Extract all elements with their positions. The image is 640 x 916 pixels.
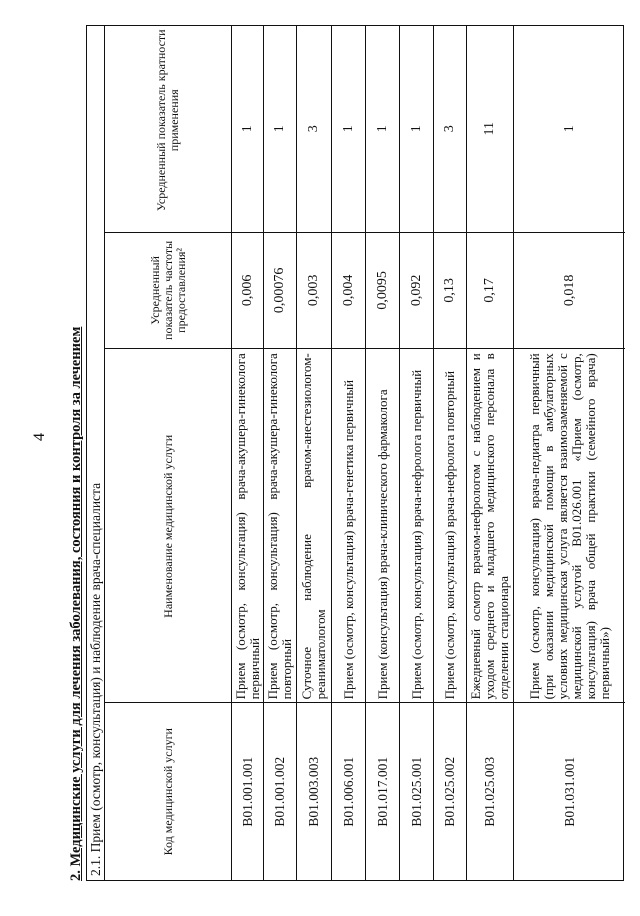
section-heading: 2. Медицинские услуги для лечения заболевания, состояния и контроля за лечением — [68, 326, 84, 881]
header-name: Наименование медицинской услуги — [105, 348, 231, 702]
row-code: B01.025.002 — [434, 702, 466, 880]
services-table — [86, 25, 624, 881]
row-name — [332, 348, 365, 702]
subsection-title: 2.1. Прием (осмотр, консультация) и наблюдение врача-специалиста — [88, 482, 103, 876]
row-frequency: 0,018 — [514, 232, 625, 349]
row-name-text: Прием (осмотр, консультация) врача-акушера-гинеколога повторный — [265, 353, 294, 700]
row-name-text: Ежедневный осмотр врачом-нефрологом с наблюдением и уходом среднего и младшего медицинского персонала в отделении стационара — [468, 353, 511, 700]
row-code: B01.001.001 — [232, 702, 263, 880]
row-code: B01.001.002 — [264, 702, 296, 880]
row-name — [264, 348, 296, 702]
table-row — [331, 26, 365, 880]
row-name-text: Суточное наблюдение врачом-анестезиологом-реаниматологом — [299, 353, 328, 700]
row-multiplicity: 1 — [272, 125, 287, 133]
row-name — [434, 348, 466, 702]
row-multiplicity: 1 — [340, 125, 356, 133]
row-multiplicity: 3 — [306, 125, 321, 133]
table-row — [263, 26, 296, 880]
table-row — [231, 26, 263, 880]
header-code: Код медицинской услуги — [105, 702, 231, 880]
row-name — [514, 348, 625, 702]
row-code: B01.003.003 — [297, 702, 331, 880]
row-multiplicity: 11 — [482, 122, 497, 136]
row-name-text: Прием (осмотр, консультация) врача-нефролога первичный — [408, 369, 424, 700]
rotated-page-content — [67, 23, 627, 881]
row-multiplicity: 3 — [442, 125, 457, 133]
table-row — [466, 26, 513, 880]
row-code: B01.025.001 — [400, 702, 433, 880]
row-name-text: Прием (осмотр, консультация) врача-генетика первичный — [340, 379, 356, 700]
table-row — [399, 26, 433, 880]
row-frequency: 0,17 — [467, 232, 513, 349]
row-code: B01.025.003 — [467, 702, 513, 880]
row-frequency: 0,13 — [434, 232, 466, 349]
table-row — [365, 26, 399, 880]
row-code: B01.017.001 — [366, 702, 399, 880]
row-name-text: Прием (осмотр, консультация) врача-педиатра первичный (при оказании медицинской помощи в амбулаторных условиях медицинская услуга является взаимозаменяемой с медицинской услугой B01.026.001 «Прием (осмотр, консультация) врача общей практики (семейного врача) первичный») — [526, 353, 612, 700]
row-code: B01.006.001 — [332, 702, 365, 880]
header-frequency: Усредненный показатель частоты предоставления² — [105, 232, 231, 349]
row-multiplicity: 1 — [239, 125, 255, 133]
row-multiplicity: 1 — [374, 125, 390, 133]
row-frequency: 0,004 — [332, 232, 365, 349]
row-frequency: 0,00076 — [264, 232, 296, 349]
row-frequency: 0,006 — [232, 232, 263, 349]
row-multiplicity: 1 — [408, 125, 424, 133]
row-code: B01.031.001 — [514, 702, 625, 880]
header-multiplicity: Усредненный показатель кратности применения — [154, 29, 181, 212]
row-frequency: 0,003 — [297, 232, 331, 349]
row-name-text: Прием (осмотр, консультация) врача-нефролога повторный — [442, 370, 457, 700]
table-row — [433, 26, 466, 880]
row-name — [467, 348, 513, 702]
row-frequency: 0,092 — [400, 232, 433, 349]
row-name-text: Прием (осмотр, консультация) врача-акушера-гинеколога первичный — [232, 353, 262, 700]
row-name — [400, 348, 433, 702]
row-name — [232, 348, 263, 702]
row-frequency: 0,0095 — [366, 232, 399, 349]
table-header-row — [104, 26, 231, 880]
page-number: 4 — [31, 433, 48, 441]
row-name — [297, 348, 331, 702]
row-name-text: Прием (консультация) врача-клинического фармаколога — [374, 389, 390, 700]
table-row — [513, 26, 625, 880]
table-row — [296, 26, 331, 880]
row-name — [366, 348, 399, 702]
row-multiplicity: 1 — [561, 125, 577, 133]
